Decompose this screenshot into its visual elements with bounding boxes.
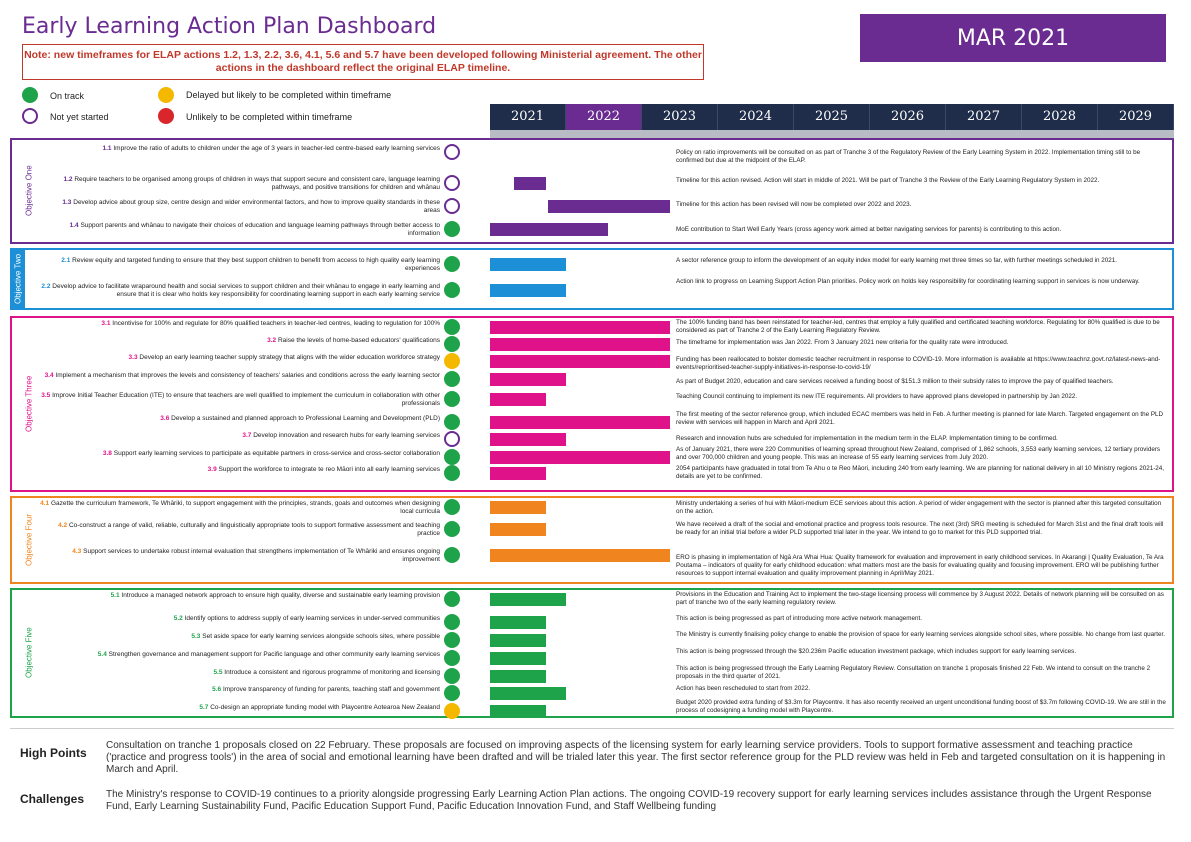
action-1-3-text — [60, 199, 440, 215]
status-green-icon — [444, 668, 460, 684]
status-open-icon — [444, 175, 460, 191]
challenges-text: The Ministry's response to COVID-19 continues to a priority alongside progressing Early Learning Action Plan actions. The ongoing COVID-19 recovery support for early learning services includes assistance through the Urgent Response Fund, Early Learning Sustainability Fund, Pacific Education Support Fund, Pacific Education Innovation Fund, and Staff Wellbeing funding — [106, 789, 1152, 812]
action-description: Introduce a consistent and rigorous programme of monitoring and licensing — [224, 669, 440, 676]
action-comment: Timeline for this action revised. Action will start in middle of 2021. Will be part of Tranche 3 the Review of the Early Learning Regulatory System in 2022. — [676, 177, 1100, 184]
timeframe-note: Note: new timeframes for ELAP actions 1.2, 1.3, 2.2, 3.6, 4.1, 5.6 and 5.7 have been developed following Ministerial agreement. The other actions in the dashboard reflect the original ELAP timeline. — [22, 44, 704, 80]
action-3-4-text — [40, 372, 440, 380]
action-comment: This action is being progressed as part of introducing more active network management. — [676, 615, 923, 622]
year-2029: 2029 — [1098, 104, 1174, 130]
timeline-bar — [490, 416, 670, 429]
action-comment: Timeline for this action has been revised will now be completed over 2022 and 2023. — [676, 201, 912, 208]
action-description: Develop a sustained and planned approach to Professional Learning and Development (PLD) — [171, 415, 440, 422]
timeline-bar — [490, 258, 566, 271]
action-comment: A sector reference group to inform the development of an equity index model for early learning met three times so far, with further meetings scheduled in 2021. — [676, 257, 1118, 264]
timeline-bar — [514, 177, 546, 190]
action-comment: We have received a draft of the social and emotional practice and progress tools resource. The next (3rd) SRG meeting is scheduled for March 31st and the final draft tools will be ready for an initial trial before a wider PLD supported trial later in the year. We intend to go to market for this PLD supported trial. — [676, 521, 1164, 536]
action-number: 5.5 — [213, 669, 223, 676]
unlikely-legend-label: Unlikely to be completed within timeframe — [186, 112, 353, 122]
status-green-icon — [444, 499, 460, 515]
action-3-3-text — [40, 354, 440, 362]
action-number: 5.4 — [97, 651, 107, 658]
action-comment: Provisions in the Education and Training Act to implement the two-stage licensing process will commence by 3 August 2022. Details of network planning will be consulted on as part of tranche two of the early learning regulatory review. — [676, 591, 1164, 606]
action-number: 3.8 — [102, 450, 112, 457]
action-number: 3.5 — [41, 392, 51, 399]
action-5-1-text — [40, 592, 440, 600]
timeline-years — [490, 104, 1174, 130]
action-number: 5.2 — [173, 615, 183, 622]
timeline-bar — [490, 616, 546, 629]
not-started-legend-label: Not yet started — [50, 112, 109, 122]
action-number: 1.1 — [102, 145, 112, 152]
action-4-1-text — [40, 500, 440, 516]
timeline-bar — [490, 523, 546, 536]
status-green-icon — [444, 685, 460, 701]
status-green-icon — [444, 221, 460, 237]
action-number: 5.1 — [110, 592, 120, 599]
action-number: 4.1 — [40, 500, 50, 507]
action-description: Gazette the curriculum framework, Te Whāriki, to support engagement with the principles, strands, goals and outcomes when designing local curricula — [51, 500, 440, 515]
timeline-bar — [490, 433, 566, 446]
status-green-icon — [444, 591, 460, 607]
timeline-bar — [490, 451, 670, 464]
timeline-base — [490, 130, 1174, 138]
status-open-icon — [444, 198, 460, 214]
status-green-icon — [444, 547, 460, 563]
timeline-bar — [490, 467, 546, 480]
action-3-7-text — [40, 432, 440, 440]
action-description: Improve transparency of funding for parents, teaching staff and government — [222, 686, 440, 693]
action-description: Develop advice to facilitate wraparound health and social services to support children and their whānau to engage in early learning and ensure that it is clear who holds key responsibility for coordinating learning support in each early learning service — [52, 283, 440, 298]
action-3-1-text — [40, 320, 440, 328]
action-description: Review equity and targeted funding to ensure that they best support children to benefit from access to high quality early learning experiences — [72, 257, 440, 272]
action-description: Improve Initial Teacher Education (ITE) to ensure that teachers are well qualified to implement the curriculum in collaboration with other professionals — [52, 392, 440, 407]
action-comment: This action is being progressed through the $20.236m Pacific education investment package, which includes support for early learning services. — [676, 648, 1077, 655]
report-date: MAR 2021 — [860, 14, 1166, 62]
timeline-bar — [490, 501, 546, 514]
action-comment: The first meeting of the sector reference group, which included ECAC members was held in Feb. A further meeting is planned for late March. Targeted engagement on the PLD review with services will happen in March and April 2021. — [676, 411, 1164, 426]
status-green-icon — [444, 336, 460, 352]
objective-five-label: Objective Five — [24, 627, 34, 679]
action-4-2-text — [40, 522, 440, 538]
year-2028: 2028 — [1022, 104, 1098, 130]
status-amber-icon — [444, 353, 460, 369]
status-amber-icon — [444, 703, 460, 719]
action-3-2-text — [40, 337, 440, 345]
year-2027: 2027 — [946, 104, 1022, 130]
action-number: 2.1 — [61, 257, 71, 264]
action-1-2-text — [60, 176, 440, 192]
action-description: Co-design an appropriate funding model with Playcentre Aotearoa New Zealand — [210, 704, 440, 711]
action-comment: The Ministry is currently finalising policy change to enable the provision of space for early learning services alongside school sites, where possible. No change from last quarter. — [676, 631, 1165, 638]
action-description: Support the workforce to integrate te reo Māori into all early learning services — [218, 466, 440, 473]
action-description: Support services to undertake robust internal evaluation that strengthens implementation of Te Whāriki and ensures ongoing improvement — [83, 548, 440, 563]
action-2-2-text — [40, 283, 440, 299]
unlikely-legend-icon — [158, 108, 174, 124]
action-comment: Budget 2020 provided extra funding of $3.3m for Playcentre. It has also recently received an urgent unconditional funding boost of $3.7m following COVID-19. We are still in the process of codesigning a funding model with Playcentre. — [676, 699, 1166, 714]
action-comment: MoE contribution to Start Well Early Years (cross agency work aimed at better navigating services for parents) is contributing to this action. — [676, 226, 1062, 233]
timeline-bar — [490, 687, 566, 700]
status-green-icon — [444, 449, 460, 465]
action-number: 5.7 — [199, 704, 209, 711]
action-5-2-text — [40, 615, 440, 623]
action-3-5-text — [40, 392, 440, 408]
timeline-bar — [490, 338, 670, 351]
action-comment: The 100% funding band has been reinstated for teacher-led, centres that employ a fully qualified and certificated teaching workforce. Regulating for 80% qualified is due to be considered as part of Tranche 2 of the Early Learning Regulatory Review. — [676, 319, 1160, 334]
action-5-6-text — [40, 686, 440, 694]
status-green-icon — [444, 391, 460, 407]
timeline-bar — [490, 284, 566, 297]
action-description: Develop innovation and research hubs for early learning services — [253, 432, 440, 439]
year-2021: 2021 — [490, 104, 566, 130]
timeline-bar — [490, 634, 546, 647]
status-green-icon — [444, 371, 460, 387]
action-comment: This action is being progressed through the Early Learning Regulatory Review. Consultation on tranche 1 proposals finished 22 Feb. We intend to consult on the tranche 2 proposals in the third quarter of 2021. — [676, 665, 1151, 680]
timeline-bar — [490, 355, 670, 368]
not-started-legend-icon — [22, 108, 38, 124]
status-green-icon — [444, 632, 460, 648]
timeline-bar — [490, 670, 546, 683]
action-comment: Policy on ratio improvements will be consulted on as part of Tranche 3 of the Regulatory Review of the Early Learning System in 2022. Implementation timing still to be confirmed but due at the midpoint of the ELAP. — [676, 149, 1141, 164]
action-number: 3.9 — [207, 466, 217, 473]
action-number: 3.7 — [242, 432, 252, 439]
year-2023: 2023 — [642, 104, 718, 130]
action-description: Strengthen governance and management support for Pacific language and other community early learning services — [108, 651, 440, 658]
action-description: Require teachers to be organised among groups of children in ways that support secure and consistent care, language learning pathways, and positive transitions for children and whānau — [74, 176, 440, 191]
action-3-6-text — [40, 415, 440, 423]
action-number: 5.6 — [212, 686, 222, 693]
action-description: Set aside space for early learning services alongside schools sites, where possible — [202, 633, 440, 640]
timeline-bar — [490, 593, 566, 606]
action-number: 2.2 — [41, 283, 51, 290]
timeline-bar — [490, 373, 566, 386]
timeline-bar — [490, 321, 670, 334]
action-1-1-text — [40, 145, 440, 153]
action-comment: Teaching Council continuing to implement its new ITE requirements. All providers to have approved plans developed in partnership by Jan 2022. — [676, 393, 1078, 400]
action-number: 3.4 — [44, 372, 54, 379]
objective-one-label: Objective One — [24, 165, 34, 217]
high-points-text: Consultation on tranche 1 proposals closed on 22 February. These proposals are focused on improving aspects of the licensing system for early learning service providers. Tools to support formative assessment and teaching practice ('practice and progress tools') in the area of social and emotional learning have been drafted and will be trialed later this year. The first sector reference group for the PLD review was held in Feb and targeted consultation on it is happening in March and April. — [106, 740, 1166, 775]
action-5-7-text — [40, 704, 440, 712]
timeline-bar — [490, 652, 546, 665]
status-green-icon — [444, 256, 460, 272]
timeline-bar — [490, 393, 546, 406]
action-number: 1.2 — [63, 176, 73, 183]
action-number: 3.1 — [101, 320, 111, 327]
status-open-icon — [444, 144, 460, 160]
status-green-icon — [444, 282, 460, 298]
page-title: Early Learning Action Plan Dashboard — [22, 14, 437, 39]
action-description: Incentivise for 100% and regulate for 80% qualified teachers in teacher-led centres, leading to regulation for 100% — [112, 320, 440, 327]
action-comment: The timeframe for implementation was Jan 2022. From 3 January 2021 new criteria for the quality rate were introduced. — [676, 339, 1009, 346]
action-number: 5.3 — [191, 633, 201, 640]
divider — [10, 728, 1174, 729]
action-comment: 2054 participants have graduated in total from Te Ahu o te Reo Māori, including 240 from early learning. We are planning for national delivery in all 10 Ministry regions 2021-24, details are yet to be confirmed. — [676, 465, 1165, 480]
on-track-legend-icon — [22, 87, 38, 103]
year-2025: 2025 — [794, 104, 870, 130]
timeline-bar — [490, 223, 608, 236]
action-description: Develop advice about group size, centre design and wider environmental factors, and how to improve quality standards in these areas — [73, 199, 440, 214]
delayed-legend-label: Delayed but likely to be completed within timeframe — [186, 90, 392, 100]
action-description: Co-construct a range of valid, reliable, culturally and linguistically appropriate tools to support formative assessment and teaching practice — [68, 522, 440, 537]
objective-three-label: Objective Three — [24, 375, 34, 433]
action-number: 1.3 — [62, 199, 72, 206]
action-comment: As of January 2021, there were 220 Communities of learning spread throughout New Zealand, comprised of 1,862 schools, 3,553 early learning services, 12 tertiary providers and over 700,000 children and young people. This was an increase of 55 early learning services from July 2020. — [676, 446, 1161, 461]
high-points-label: High Points — [20, 746, 87, 760]
action-comment: As part of Budget 2020, education and care services received a funding boost of $151.3 million to their subsidy rates to improve the pay of qualified teachers. — [676, 378, 1114, 385]
status-green-icon — [444, 465, 460, 481]
action-description: Implement a mechanism that improves the levels and consistency of teachers' salaries and conditions across the early learning sector — [55, 372, 440, 379]
action-description: Improve the ratio of adults to children under the age of 3 years in teacher-led centre-based early learning services — [113, 145, 440, 152]
timeline-bar — [490, 549, 670, 562]
action-number: 3.3 — [128, 354, 138, 361]
action-5-5-text — [40, 669, 440, 677]
objective-four-label: Objective Four — [24, 513, 34, 567]
action-number: 4.2 — [58, 522, 68, 529]
action-4-3-text — [40, 548, 440, 564]
action-number: 4.3 — [72, 548, 82, 555]
delayed-legend-icon — [158, 87, 174, 103]
status-green-icon — [444, 521, 460, 537]
year-2022: 2022 — [566, 104, 642, 130]
action-comment: Ministry undertaking a series of hui with Māori-medium ECE services about this action. A period of wider engagement with the sector is planned after this targeted consultation on the action. — [676, 500, 1162, 515]
objective-two-label: Objective Two — [11, 248, 25, 310]
action-comment: ERO is phasing in implementation of Ngā Ara Whai Hua: Quality framework for evaluation and improvement in early childhood services. In Akarangi | Quality Evaluation, Te Ara Poutama – indicators of quality for early childhood education: what matters most are the basis for evaluating quality and focusing improvement. ERO will be publishing further resources to support internal evaluation and quality improvement planning in April/May 2021. — [676, 554, 1164, 577]
action-5-3-text — [40, 633, 440, 641]
action-description: Support early learning services to participate as equitable partners in cross-service and cross-sector collaboration — [113, 450, 440, 457]
action-number: 3.6 — [160, 415, 170, 422]
on-track-legend-label: On track — [50, 91, 85, 101]
action-3-9-text — [40, 466, 440, 474]
action-description: Support parents and whānau to navigate their choices of education and language learning pathways through better access to information — [80, 222, 440, 237]
action-comment: Research and innovation hubs are scheduled for implementation in the medium term in the ELAP. Implementation timing to be confirmed. — [676, 435, 1058, 442]
action-3-8-text — [40, 450, 440, 458]
action-description: Develop an early learning teacher supply strategy that aligns with the wider education workforce strategy — [139, 354, 440, 361]
action-number: 1.4 — [69, 222, 79, 229]
action-5-4-text — [40, 651, 440, 659]
year-2026: 2026 — [870, 104, 946, 130]
action-number: 3.2 — [267, 337, 277, 344]
status-green-icon — [444, 650, 460, 666]
timeline-bar — [548, 200, 670, 213]
challenges-label: Challenges — [20, 792, 85, 806]
action-comment: Action link to progress on Learning Support Action Plan priorities. Policy work on holds key responsibility for coordinating learning support in services is now underway. — [676, 278, 1140, 285]
status-green-icon — [444, 319, 460, 335]
status-open-icon — [444, 431, 460, 447]
action-2-1-text — [40, 257, 440, 273]
action-comment: Funding has been reallocated to bolster domestic teacher recruitment in response to COVID-19. More information is available at https://www.teachnz.govt.nz/latest-news-and-events/reprioritised-teacher-supply-initiatives-in-response-to-covid-19/ — [676, 356, 1161, 371]
action-comment: Action has been rescheduled to start from 2022. — [676, 685, 811, 692]
status-green-icon — [444, 614, 460, 630]
action-description: Introduce a managed network approach to ensure high quality, diverse and sustainable early learning provision — [121, 592, 440, 599]
action-description: Identify options to address supply of early learning services in under-served communities — [184, 615, 440, 622]
year-2024: 2024 — [718, 104, 794, 130]
action-1-4-text — [40, 222, 440, 238]
status-green-icon — [444, 414, 460, 430]
action-description: Raise the levels of home-based educators' qualifications — [277, 337, 440, 344]
timeline-bar — [490, 705, 546, 718]
